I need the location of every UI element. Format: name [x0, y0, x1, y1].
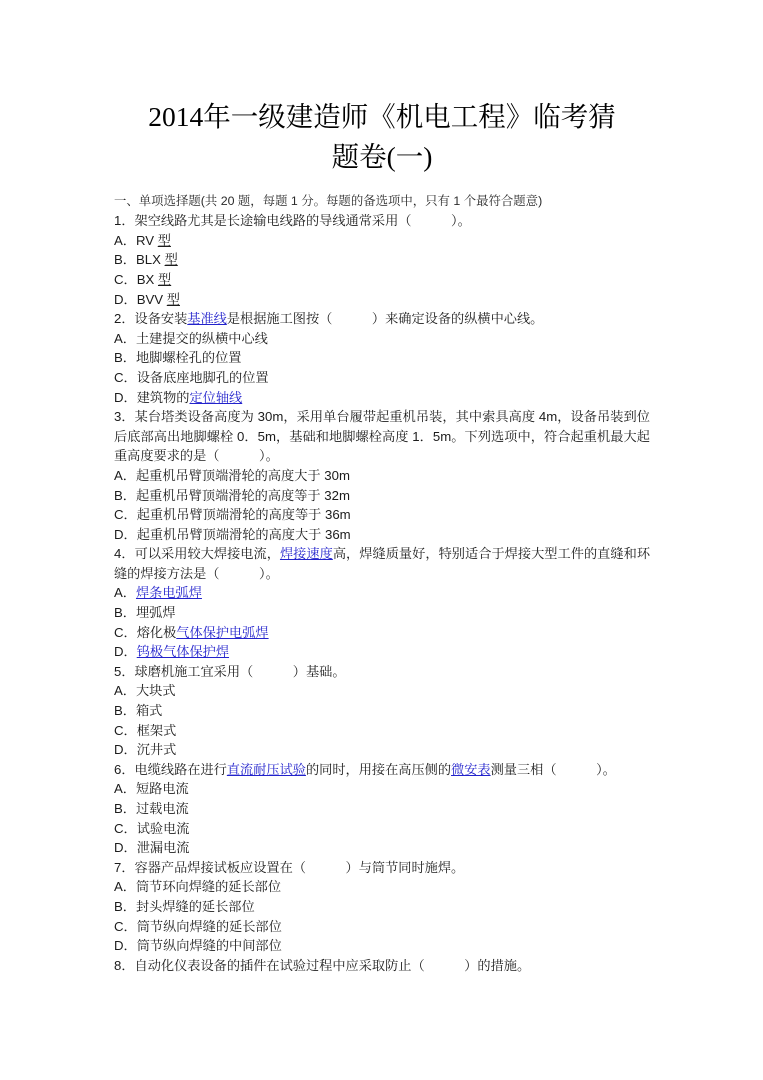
option-text: 框架式: [136, 722, 177, 738]
option-label: B．: [114, 252, 136, 268]
option-text: 土建提交的纵横中心线: [135, 330, 268, 346]
option-text: 埋弧焊: [135, 605, 176, 621]
option-label: A．: [114, 879, 136, 895]
option-label: C．: [114, 918, 137, 934]
document-content: [114, 0, 650, 975]
option-text: 建筑物的: [136, 389, 190, 405]
stem-lead: 2．设备安装: [114, 311, 188, 327]
option-text: 起重机吊臂顶端滑轮的高度等于 32m: [135, 487, 350, 503]
question-option-3d: [114, 525, 650, 545]
option-label: C．: [114, 624, 137, 640]
option-label: A．: [114, 232, 136, 248]
stem-tail: 是根据施工图按（ ）来确定设备的纵横中心线。: [226, 311, 544, 327]
question-option-4c: [114, 623, 650, 643]
option-label: D．: [114, 526, 137, 542]
option-text: 起重机吊臂顶端滑轮的高度等于 36m: [136, 507, 351, 523]
option-text: 箱式: [135, 703, 163, 719]
stem-mid: 的同时，用接在高压侧的: [305, 761, 452, 777]
option-text: BVV: [136, 291, 167, 307]
page-title: [114, 0, 650, 177]
option-label: D．: [114, 742, 137, 758]
option-text: 短路电流: [135, 781, 189, 797]
option-text-underlined: 型: [157, 232, 171, 248]
option-link-dingweizhouxian[interactable]: 定位轴线: [189, 389, 243, 405]
question-option-7c: [114, 917, 650, 937]
option-label: C．: [114, 507, 137, 523]
question-stem-7: 7．容器产品焊接试板应设置在（ ）与筒节同时施焊。: [114, 859, 465, 875]
option-label: A．: [114, 683, 136, 699]
question-stem-3: 3．某台塔类设备高度为 30m，采用单台履带起重机吊装，其中索具高度 4m，设备吊装到位后底部高出地脚螺栓 0．5m，基础和地脚螺栓高度 1．5m。下列选项中，符合起重机最大起重高度要求的是（ ）。: [114, 409, 650, 464]
option-label: B．: [114, 487, 136, 503]
option-text: RV: [135, 232, 158, 248]
question-option-2b: [114, 348, 650, 368]
option-text-underlined: 型: [166, 291, 180, 307]
question-option-7d: [114, 936, 650, 956]
page-title-line-1: 2014年一级建造师《机电工程》临考猜: [148, 101, 616, 132]
question-option-6c: [114, 819, 650, 839]
option-text: 熔化极: [136, 624, 177, 640]
question-option-5b: [114, 701, 650, 721]
question-stem-6: [114, 760, 650, 780]
option-label: D．: [114, 389, 137, 405]
option-label: C．: [114, 271, 137, 287]
question-stem-5: 5．球磨机施工宜采用（ ）基础。: [114, 663, 346, 679]
option-text-underlined: 型: [157, 271, 172, 287]
question-option-2c: [114, 368, 650, 388]
option-label: B．: [114, 605, 136, 621]
question-stem-2: [114, 309, 650, 329]
option-label: A．: [114, 467, 136, 483]
question-option-4a: [114, 583, 650, 603]
question-option-5c: [114, 721, 650, 741]
option-label: C．: [114, 369, 137, 385]
question-option-1b: [114, 250, 650, 270]
question-option-5d: [114, 740, 650, 760]
option-label: B．: [114, 703, 136, 719]
question-option-1c: [114, 270, 650, 290]
question-stem-4: [114, 544, 650, 583]
question-stem-1: 1．架空线路尤其是长途输电线路的导线通常采用（ ）。: [114, 213, 471, 229]
section-heading: 一、单项选择题(共 20 题，每题 1 分。每题的备选项中，只有 1 个最符合题意): [114, 194, 543, 208]
option-text: 筒节环向焊缝的延长部位: [135, 879, 282, 895]
question-option-1a: [114, 231, 650, 251]
option-text: 过载电流: [135, 801, 189, 817]
option-label: D．: [114, 840, 137, 856]
option-text: 试验电流: [136, 820, 190, 836]
stem-link-jizhunxian[interactable]: 基准线: [187, 311, 227, 327]
option-label: D．: [114, 938, 137, 954]
option-text: 封头焊缝的延长部位: [135, 898, 255, 914]
option-text: 设备底座地脚孔的位置: [136, 369, 269, 385]
option-label: B．: [114, 350, 136, 366]
option-label: C．: [114, 722, 137, 738]
stem-link-hanjiesudu[interactable]: 焊接速度: [279, 546, 333, 562]
option-label: D．: [114, 291, 137, 307]
option-text: 大块式: [135, 683, 176, 699]
question-option-4d: [114, 642, 650, 662]
question-option-3b: [114, 486, 650, 506]
question-option-6d: [114, 838, 650, 858]
option-label: B．: [114, 801, 136, 817]
option-text: 筒节纵向焊缝的延长部位: [136, 918, 282, 934]
question-option-1d: [114, 290, 650, 310]
option-text: BX: [136, 271, 158, 287]
question-option-6b: [114, 799, 650, 819]
option-link-wujiqitibaohuhan[interactable]: 钨极气体保护焊: [136, 644, 230, 660]
question-option-7a: [114, 877, 650, 897]
option-text: 沉井式: [136, 742, 177, 758]
question-stem-8: 8．自动化仪表设备的插件在试验过程中应采取防止（ ）的措施。: [114, 957, 531, 973]
question-option-6a: [114, 779, 650, 799]
question-option-7b: [114, 897, 650, 917]
option-label: A．: [114, 781, 136, 797]
option-label: B．: [114, 898, 136, 914]
option-label: C．: [114, 820, 137, 836]
question-option-4b: [114, 603, 650, 623]
stem-link-zhiliunaiyashiyan[interactable]: 直流耐压试验: [226, 761, 306, 777]
page-title-line-2: 题卷(一): [331, 141, 433, 172]
stem-link-weianbiao[interactable]: 微安表: [451, 761, 491, 777]
stem-tail: 高，焊缝质量好，特别适合于焊接大型工件的直缝和环缝的焊接方法是（ ）。: [114, 546, 651, 581]
option-text: 起重机吊臂顶端滑轮的高度大于 36m: [136, 526, 351, 542]
option-link-hantiaodianhuhan[interactable]: 焊条电弧焊: [135, 585, 202, 601]
option-label: A．: [114, 585, 136, 601]
option-label: D．: [114, 644, 137, 660]
option-text-underlined: 型: [164, 252, 178, 268]
option-text: 起重机吊臂顶端滑轮的高度大于 30m: [135, 467, 350, 483]
option-text: 筒节纵向焊缝的中间部位: [136, 938, 282, 954]
stem-lead: 4．可以采用较大焊接电流，: [114, 546, 280, 562]
option-text: BLX: [135, 252, 165, 268]
question-option-5a: [114, 681, 650, 701]
option-text: 泄漏电流: [136, 840, 190, 856]
option-text: 地脚螺栓孔的位置: [135, 350, 242, 366]
question-option-3c: [114, 505, 650, 525]
stem-lead: 6．电缆线路在进行: [114, 761, 227, 777]
option-link-qitibaohudianhuhan[interactable]: 气体保护电弧焊: [176, 624, 269, 640]
option-label: A．: [114, 330, 136, 346]
question-option-3a: [114, 466, 650, 486]
question-option-2d: [114, 388, 650, 408]
stem-tail: 测量三相（ ）。: [490, 761, 616, 777]
question-option-2a: [114, 329, 650, 349]
